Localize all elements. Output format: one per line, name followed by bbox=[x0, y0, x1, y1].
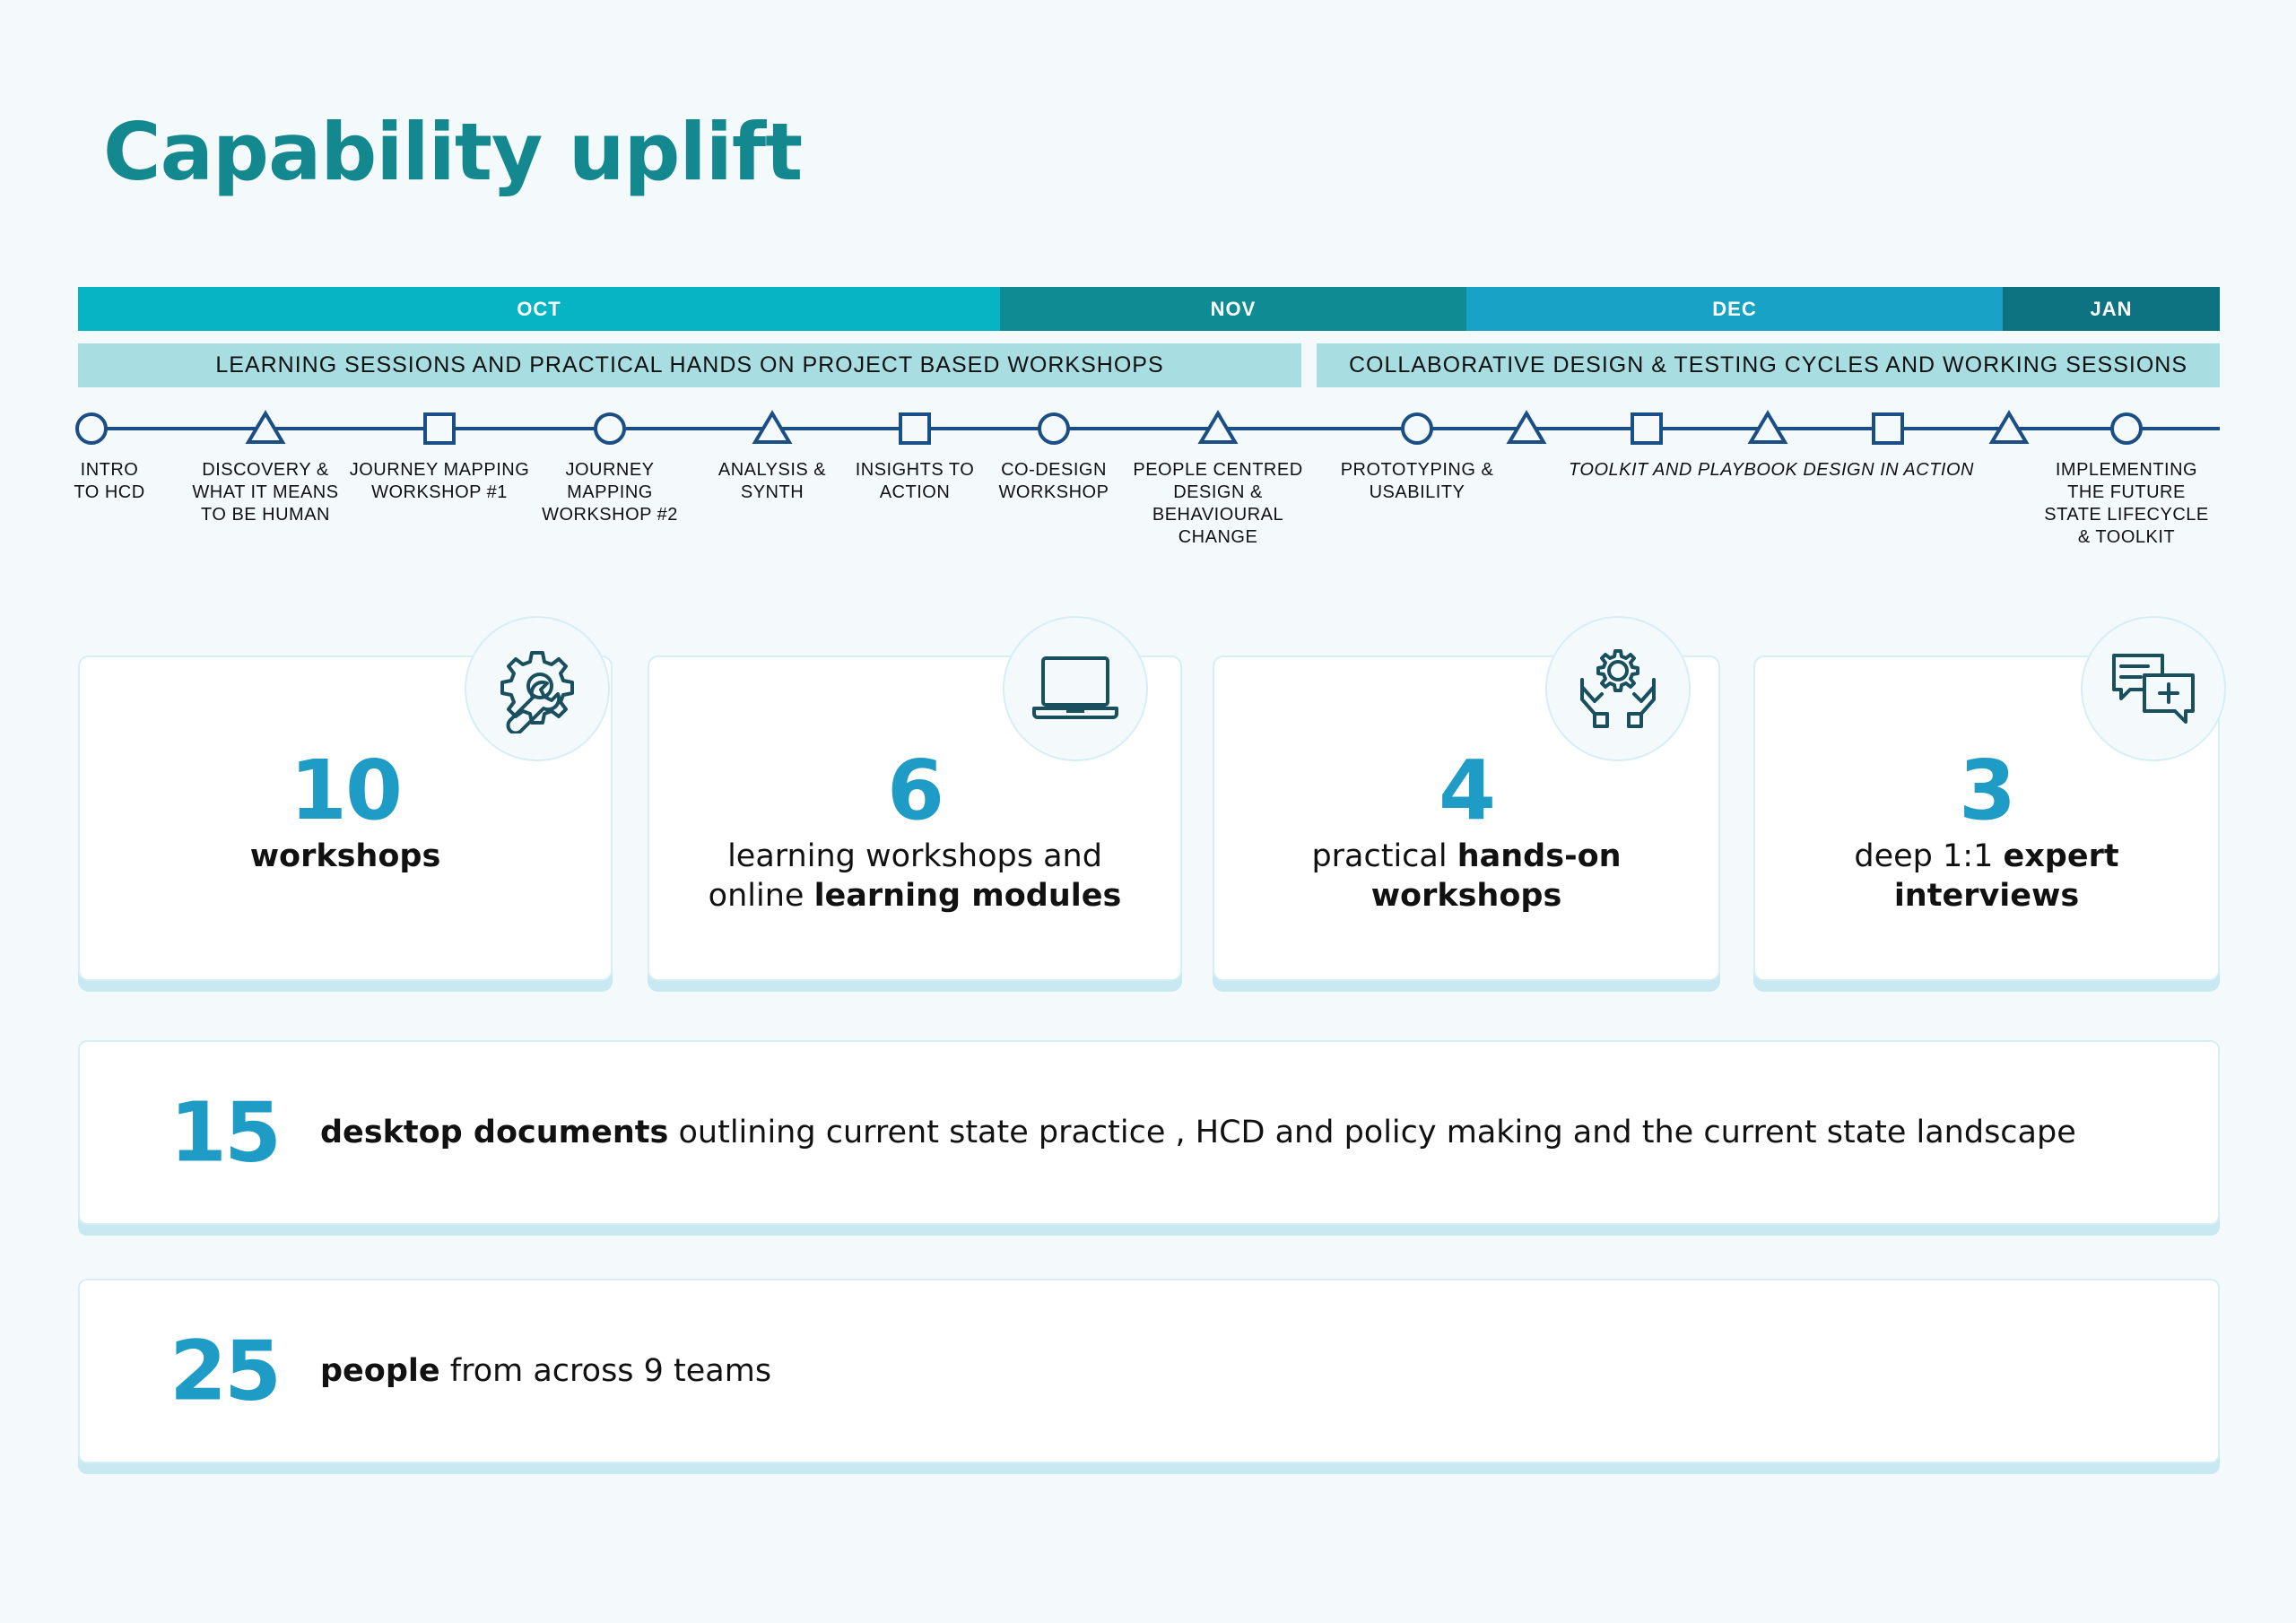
stat-description bbox=[80, 837, 611, 876]
timeline-node-circle bbox=[596, 414, 624, 443]
stat-number: 15 bbox=[170, 1084, 280, 1181]
timeline-node-label: JOURNEY MAPPING WORKSHOP #1 bbox=[349, 460, 530, 502]
stat-row-documents bbox=[78, 1040, 2220, 1225]
stat-desc-bold: workshops bbox=[249, 838, 441, 874]
phase-collaborative-design bbox=[1317, 343, 2220, 387]
timeline-node-square bbox=[1632, 414, 1661, 443]
timeline-node-label: PROTOTYPING & USABILITY bbox=[1340, 460, 1494, 502]
timeline bbox=[0, 395, 2296, 574]
stat-desc-bold: hands-on bbox=[1457, 838, 1622, 874]
chat-plus-icon bbox=[2109, 648, 2198, 729]
months-bar bbox=[78, 287, 2220, 331]
timeline-span-label: TOOLKIT AND PLAYBOOK DESIGN IN ACTION bbox=[1569, 460, 1974, 480]
timeline-node-circle bbox=[1039, 414, 1068, 443]
laptop-icon bbox=[1031, 653, 1120, 725]
timeline-node-label: ANALYSIS & SYNTH bbox=[718, 460, 827, 502]
stat-number: 25 bbox=[170, 1323, 280, 1419]
phase-learning-label: LEARNING SESSIONS AND PRACTICAL HANDS ON PROJECT BASED WORKSHOPS bbox=[215, 352, 1164, 378]
timeline-node-circle bbox=[77, 414, 106, 443]
stat-number: 10 bbox=[289, 742, 402, 838]
timeline-node-label: INTRO TO HCD bbox=[74, 460, 145, 502]
month-nov-label: NOV bbox=[1210, 297, 1257, 320]
phase-learning-sessions bbox=[78, 343, 1301, 387]
stat-number: 4 bbox=[1438, 742, 1494, 838]
stat-description bbox=[320, 1353, 771, 1389]
month-oct-label: OCT bbox=[517, 297, 561, 320]
stat-description bbox=[649, 837, 1180, 916]
timeline-node-label: PEOPLE CENTRED DESIGN & BEHAVIOURAL CHANGE bbox=[1133, 460, 1303, 547]
hands-gear-icon-badge bbox=[1545, 616, 1691, 761]
timeline-node-square bbox=[900, 414, 929, 443]
timeline-node-circle bbox=[1403, 414, 1431, 443]
stat-desc-text: from across 9 teams bbox=[439, 1353, 772, 1389]
hands-gear-icon bbox=[1573, 644, 1663, 733]
timeline-node-square bbox=[1874, 414, 1902, 443]
gear-wrench-icon-badge bbox=[465, 616, 610, 761]
timeline-node-label: IMPLEMENTING THE FUTURE STATE LIFECYCLE & TOOLKIT bbox=[2044, 460, 2209, 547]
stat-desc-bold: desktop documents bbox=[320, 1115, 669, 1150]
laptop-icon-badge bbox=[1003, 616, 1148, 761]
month-dec-label: DEC bbox=[1712, 297, 1757, 320]
stat-row-people bbox=[78, 1279, 2220, 1463]
stat-description bbox=[1755, 837, 2218, 916]
timeline-node-label: DISCOVERY & WHAT IT MEANS TO BE HUMAN bbox=[192, 460, 339, 525]
stat-desc-bold: learning modules bbox=[813, 878, 1122, 914]
stat-desc-bold: people bbox=[320, 1353, 440, 1389]
timeline-node-circle bbox=[2112, 414, 2141, 443]
chat-plus-icon-badge bbox=[2081, 616, 2226, 761]
timeline-node-label: INSIGHTS TO ACTION bbox=[855, 460, 975, 502]
stat-desc-pre: deep 1:1 bbox=[1854, 838, 2004, 874]
stat-desc-line2-bold: workshops bbox=[1370, 878, 1562, 914]
stat-number: 3 bbox=[1958, 742, 2014, 838]
month-nov bbox=[1000, 287, 1466, 331]
stat-desc-text: outlining current state practice , HCD and policy making and the current state landscape bbox=[668, 1115, 2076, 1150]
stat-desc-bold: expert bbox=[2003, 838, 2119, 874]
month-jan-label: JAN bbox=[2090, 297, 2133, 320]
month-oct bbox=[78, 287, 1000, 331]
page-title: Capability uplift bbox=[103, 106, 803, 198]
timeline-node-label: CO-DESIGN WORKSHOP bbox=[998, 460, 1109, 502]
gear-wrench-icon bbox=[492, 644, 582, 733]
month-jan bbox=[2003, 287, 2220, 331]
month-dec bbox=[1466, 287, 2003, 331]
stat-description bbox=[1214, 837, 1718, 916]
stat-description bbox=[320, 1115, 2076, 1150]
stat-desc-line2-pre: online bbox=[708, 878, 814, 914]
stat-desc-pre: practical bbox=[1311, 838, 1457, 874]
timeline-node-label: JOURNEY MAPPING WORKSHOP #2 bbox=[542, 460, 678, 525]
stat-number: 6 bbox=[886, 742, 943, 838]
timeline-node-square bbox=[425, 414, 454, 443]
phase-collaborative-label: COLLABORATIVE DESIGN & TESTING CYCLES AND WORKING SESSIONS bbox=[1348, 352, 2188, 378]
timeline-track bbox=[0, 395, 2296, 448]
stat-desc-line2-bold: interviews bbox=[1893, 878, 2080, 914]
stat-desc-line1: learning workshops and bbox=[727, 838, 1102, 874]
